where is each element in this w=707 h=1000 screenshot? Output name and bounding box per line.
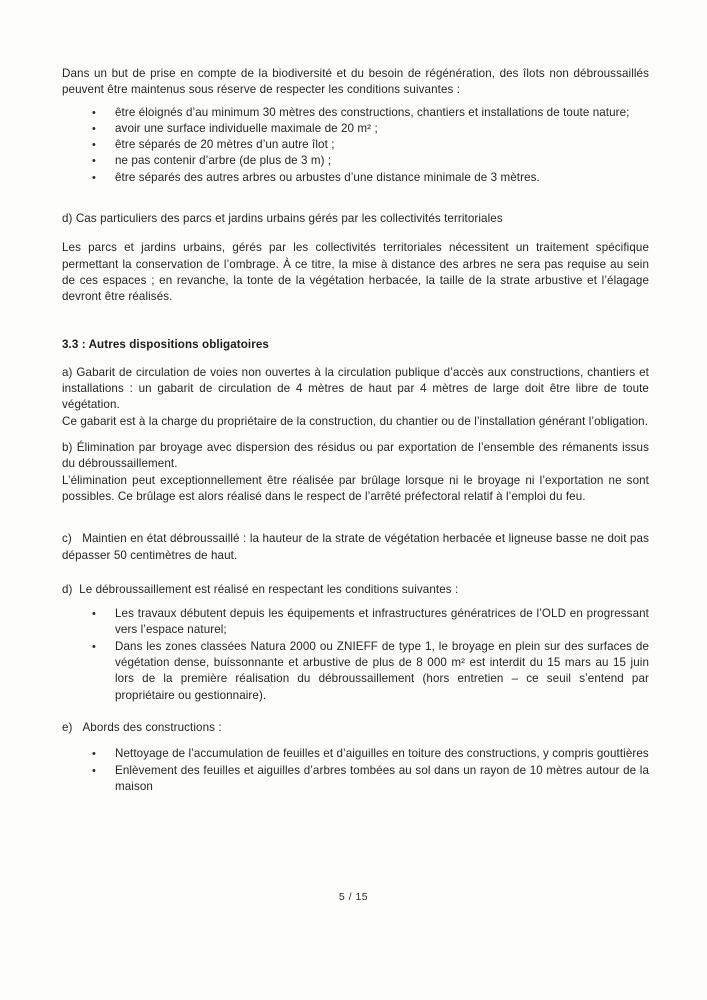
list-item — [62, 105, 649, 121]
item-e-paragraph: e) Abords des constructions : — [62, 720, 222, 734]
item-c-paragraph: c) Maintien en état débroussaillé : la hauteur de la strate de végétation herbacée et ligneuse basse ne doit pas dépasser 50 centimètres de haut. — [62, 532, 649, 562]
list-item-text: avoir une surface individuelle maximale de 20 m² ; — [115, 121, 378, 135]
item-a-paragraph-1: a) Gabarit de circulation de voies non ouvertes à la circulation publique d’accès aux constructions, chantiers et installations : un gabarit de circulation de 4 mètres de haut par 4 mètres de large doit être libre de toute végétation. — [62, 365, 649, 412]
list-item-text: ne pas contenir d’arbre (de plus de 3 m) ; — [115, 154, 332, 168]
list-item — [62, 153, 649, 169]
item-d-paragraph: d) Le débroussaillement est réalisé en respectant les conditions suivantes : — [62, 582, 459, 596]
list-item-text: Enlèvement des feuilles et aiguilles d’arbres tombées au sol dans un rayon de 10 mètres autour de la maison — [115, 763, 649, 793]
list-item-text: être séparés de 20 mètres d’un autre îlot ; — [115, 138, 335, 152]
list-item — [62, 137, 649, 153]
list-item-text: Dans les zones classées Natura 2000 ou ZNIEFF de type 1, le broyage en plein sur des surfaces de végétation dense, buissonnante et arbustive de plus de 8 000 m² est interdit du 15 mars au 15 juin lors de la première réalisation du débroussaillement (hors entretien – ce seuil s’entend par propriétaire ou gestionnaire). — [115, 639, 649, 702]
document-content — [62, 66, 649, 795]
list-item-text: Les travaux débutent depuis les équipements et infrastructures génératrices de l’OLD en progressant vers l’espace naturel; — [115, 607, 649, 637]
item-e-bullet-list — [62, 746, 649, 795]
item-b-paragraph-1: b) Élimination par broyage avec dispersion des résidus ou par exportation de l’ensemble des rémanents issus du débroussaillement. — [62, 441, 649, 471]
section-33-heading: 3.3 : Autres dispositions obligatoires — [62, 337, 269, 351]
list-item — [62, 639, 649, 704]
list-item — [62, 763, 649, 796]
item-b-paragraph-2: L’élimination peut exceptionnellement être réalisée par brûlage lorsque ni le broyage ni l’exportation ne sont possibles. Ce brûlage est alors réalisé dans le respect de l’arrêté préfectoral relatif à l’emploi du feu. — [62, 473, 649, 503]
section-d-heading: d) Cas particuliers des parcs et jardins urbains gérés par les collectivités territoriales — [62, 212, 503, 226]
list-item-text: être éloignés d’au minimum 30 mètres des constructions, chantiers et installations de toute nature; — [115, 105, 630, 119]
item-d-bullet-list — [62, 606, 649, 704]
section-d-paragraph: Les parcs et jardins urbains, gérés par les collectivités territoriales nécessitent un traitement spécifique permettant la conservation de l’ombrage. À ce titre, la mise à distance des arbres ne sera pas requise au sein de ces espaces ; en revanche, la tonte de la végétation herbacée, la taille de la strate arbustive et l’élagage devront être réalisés. — [62, 241, 649, 304]
intro-paragraph: Dans un but de prise en compte de la biodiversité et du besoin de régénération, des îlots non débroussaillés peuvent être maintenus sous réserve de respecter les conditions suivantes : — [62, 67, 649, 97]
list-item-text: être séparés des autres arbres ou arbustes d’une distance minimale de 3 mètres. — [115, 170, 540, 184]
list-item — [62, 606, 649, 639]
page-number: 5 / 15 — [338, 891, 369, 903]
list-item — [62, 121, 649, 137]
intro-bullet-list — [62, 105, 649, 186]
list-item-text: Nettoyage de l’accumulation de feuilles et d’aiguilles en toiture des constructions, y compris gouttières — [115, 747, 649, 761]
item-a-paragraph-2: Ce gabarit est à la charge du propriétaire de la construction, du chantier ou de l’installation générant l’obligation. — [62, 414, 649, 428]
list-item — [62, 170, 649, 186]
list-item — [62, 746, 649, 762]
